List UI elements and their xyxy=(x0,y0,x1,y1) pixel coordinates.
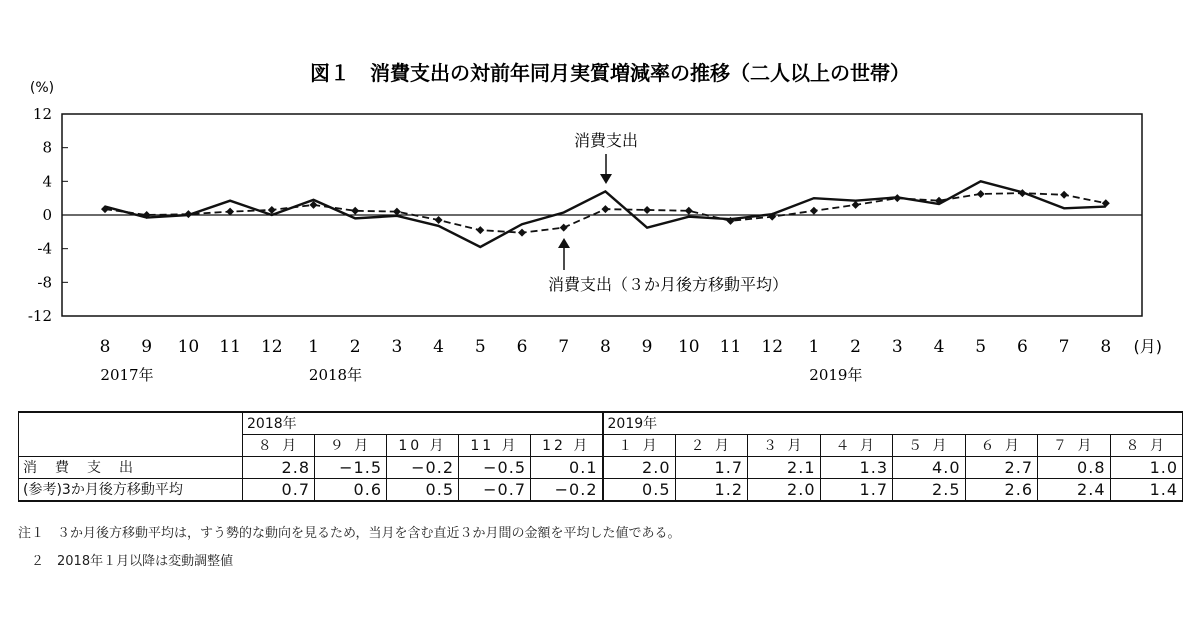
table-cell: 0.6 xyxy=(315,479,387,502)
table-cell: −0.2 xyxy=(531,479,603,502)
table-month-header: ８ 月 xyxy=(243,435,315,457)
row-label-moving-average: (参考)3か月後方移動平均 xyxy=(19,479,243,502)
table-cell: 4.0 xyxy=(893,457,966,479)
annotation-moving-average: 消費支出（３か月後方移動平均） xyxy=(547,275,789,294)
table-cell: −0.7 xyxy=(459,479,531,502)
table-cell: 2.5 xyxy=(893,479,966,502)
table-month-header: 10 月 xyxy=(387,435,459,457)
series-point-moving-average xyxy=(351,207,359,215)
table-cell: 1.4 xyxy=(1110,479,1183,502)
table-month-header: ６ 月 xyxy=(965,435,1038,457)
series-line-consumption xyxy=(105,181,1106,247)
series-point-moving-average xyxy=(476,226,484,234)
table-month-header: ３ 月 xyxy=(748,435,821,457)
row-label-consumption: 消費支出 xyxy=(19,457,243,479)
annotation-consumption: 消費支出 xyxy=(573,131,639,150)
x-tick-label: 5 xyxy=(474,337,486,357)
x-tick-label: 6 xyxy=(1016,337,1028,357)
x-tick-label: 1 xyxy=(308,337,319,357)
series-point-moving-average xyxy=(435,216,443,224)
table-year-2018: 2018年 xyxy=(243,412,603,435)
table-cell: 2.4 xyxy=(1038,479,1111,502)
table-cell: 0.5 xyxy=(603,479,676,502)
annotation-arrowhead-up xyxy=(558,238,570,248)
series-point-moving-average xyxy=(685,207,693,215)
y-tick-label: 0 xyxy=(42,206,52,224)
table-month-header: 11 月 xyxy=(459,435,531,457)
x-year-label: 2019年 xyxy=(809,366,863,384)
series-point-moving-average xyxy=(852,201,860,209)
table-cell: −0.5 xyxy=(459,457,531,479)
table-month-header: ５ 月 xyxy=(893,435,966,457)
y-tick-label: 4 xyxy=(42,172,52,191)
table-month-header: 12 月 xyxy=(531,435,603,457)
x-tick-label: 8 xyxy=(599,337,611,357)
x-tick-label: 5 xyxy=(975,337,987,357)
annotation-arrowhead-down xyxy=(600,174,612,184)
series-point-moving-average xyxy=(810,207,818,215)
series-point-moving-average xyxy=(601,205,609,213)
notes xyxy=(18,520,680,576)
series-point-moving-average xyxy=(977,190,985,198)
x-tick-label: 10 xyxy=(677,337,700,357)
x-tick-label: 7 xyxy=(558,337,570,357)
table-cell: 1.3 xyxy=(820,457,893,479)
table-corner xyxy=(19,412,243,457)
table-cell: 0.7 xyxy=(243,479,315,502)
x-tick-label: 12 xyxy=(260,337,283,357)
x-tick-label: 7 xyxy=(1058,337,1070,357)
x-tick-label: 2 xyxy=(349,337,361,357)
table-cell: 2.7 xyxy=(965,457,1038,479)
table-cell: 0.8 xyxy=(1038,457,1111,479)
table-cell: 2.8 xyxy=(243,457,315,479)
table-cell: 2.6 xyxy=(965,479,1038,502)
table-year-row xyxy=(19,412,1183,435)
x-axis-unit: (月) xyxy=(1133,337,1163,356)
x-tick-label: 12 xyxy=(761,337,784,357)
table-month-header: ４ 月 xyxy=(820,435,893,457)
x-tick-label: 4 xyxy=(433,337,445,357)
series-point-moving-average xyxy=(893,194,901,202)
x-tick-label: 9 xyxy=(641,337,653,357)
x-tick-label: 11 xyxy=(219,337,241,357)
x-tick-label: 8 xyxy=(99,337,111,357)
x-tick-label: 8 xyxy=(1100,337,1112,357)
table-cell: 1.0 xyxy=(1110,457,1183,479)
chart-title: 図１ 消費支出の対前年同月実質増減率の推移（二人以上の世帯） xyxy=(310,61,910,85)
table-cell: 0.1 xyxy=(531,457,603,479)
table-cell: 2.0 xyxy=(603,457,676,479)
x-tick-label: 11 xyxy=(719,337,742,357)
table-cell: 1.2 xyxy=(675,479,748,502)
table-row xyxy=(19,457,1183,479)
x-tick-label: 3 xyxy=(891,337,903,357)
x-tick-label: 2 xyxy=(850,337,862,357)
table-cell: 0.5 xyxy=(387,479,459,502)
x-tick-label: 3 xyxy=(391,337,403,357)
table-cell: −0.2 xyxy=(387,457,459,479)
series-layer xyxy=(101,181,1110,247)
y-tick-label: 8 xyxy=(42,138,52,157)
y-tick-label: -8 xyxy=(37,273,52,292)
x-year-label: 2018年 xyxy=(308,366,363,384)
table-month-header: ２ 月 xyxy=(675,435,748,457)
table-cell: −1.5 xyxy=(315,457,387,479)
y-tick-label: -4 xyxy=(37,239,52,258)
series-point-moving-average xyxy=(518,229,526,237)
table-cell: 2.1 xyxy=(748,457,821,479)
table-cell: 1.7 xyxy=(820,479,893,502)
table-month-header: ９ 月 xyxy=(315,435,387,457)
x-tick-label: 10 xyxy=(177,337,200,357)
table-row xyxy=(19,479,1183,502)
table-cell: 2.0 xyxy=(748,479,821,502)
x-year-label: 2017年 xyxy=(100,366,154,384)
series-point-moving-average xyxy=(643,206,651,214)
table-month-header: １ 月 xyxy=(603,435,676,457)
series-point-moving-average xyxy=(184,210,192,218)
note-1: 注１ ３か月後方移動平均は，すう勢的な動向を見るため，当月を含む直近３か月間の金額を平均した値である。 xyxy=(18,526,681,541)
data-table xyxy=(18,411,1183,502)
table-month-header: ８ 月 xyxy=(1110,435,1183,457)
x-axis-ticks xyxy=(100,337,1162,384)
series-point-moving-average xyxy=(560,224,568,232)
x-tick-label: 1 xyxy=(808,337,820,357)
table-year-2019: 2019年 xyxy=(603,412,1183,435)
y-axis-unit: (%) xyxy=(29,80,55,96)
y-tick-label: 12 xyxy=(32,105,52,123)
note-2: ２ 2018年１月以降は変動調整値 xyxy=(18,554,234,569)
x-tick-label: 4 xyxy=(933,337,945,357)
table-month-header: ７ 月 xyxy=(1038,435,1111,457)
x-tick-label: 9 xyxy=(141,337,153,357)
y-tick-label: -12 xyxy=(27,307,52,325)
series-point-moving-average xyxy=(1060,191,1068,199)
table-cell: 1.7 xyxy=(675,457,748,479)
x-tick-label: 6 xyxy=(516,337,528,357)
